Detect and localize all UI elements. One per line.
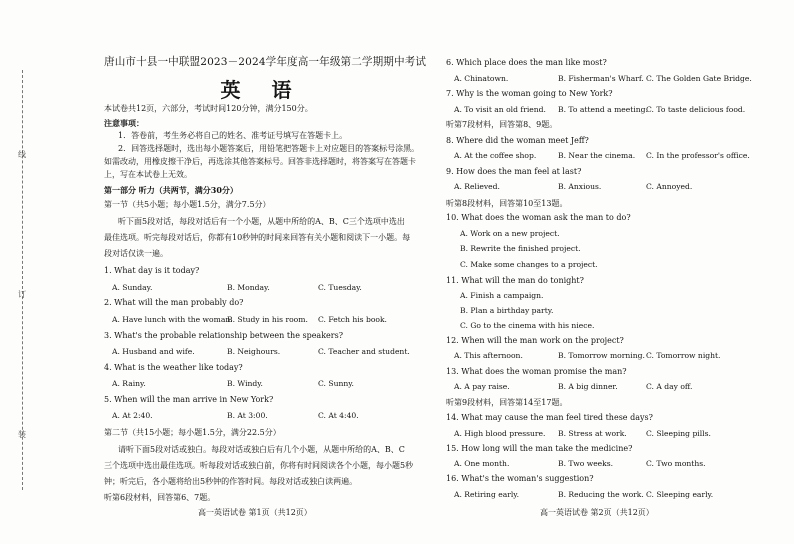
answer-option: B. Anxious.: [558, 182, 602, 191]
answer-option: A. Have lunch with the woman.: [112, 315, 233, 324]
question-text: 9. How does the man feel at last?: [446, 167, 582, 176]
answer-option: C. At 4:40.: [318, 411, 359, 420]
instruction-line: 听下面5段对话，每段对话后有一个小题，从题中所给的A、B、C三个选项中选出: [118, 217, 405, 226]
part-heading: 第一部分 听力（共两节，满分30分）: [104, 185, 238, 195]
answer-option: A. Chinatown.: [454, 74, 509, 83]
instruction-line: 钟；听完后，各小题将给出5秒钟的作答时间。每段对话或独白读两遍。: [104, 477, 358, 486]
note-line: 2．回答选择题时，选出每小题答案后，用铅笔把答题卡上对应题目的答案标号涂黑。: [118, 144, 420, 153]
question-text: 8. Where did the woman meet Jeff?: [446, 136, 589, 145]
answer-option: B. Rewrite the finished project.: [460, 244, 581, 253]
material-line: 听第6段材料，回答第6、7题。: [104, 493, 216, 502]
question-text: 12. When will the man work on the project?: [446, 336, 624, 345]
exam-meta: 本试卷共12页，六部分，考试时间120分钟，满分150分。: [104, 104, 313, 113]
instruction-line: 最佳选项。听完每段对话后，你都有10秒钟的时间来回答有关小题和阅读下一小题。每: [104, 233, 411, 242]
question-text: 听第9段材料，回答第14至17题。: [446, 398, 568, 407]
answer-option: A. At the coffee shop.: [454, 151, 537, 160]
answer-option: C. Annoyed.: [646, 182, 693, 191]
question-text: 16. What's the woman's suggestion?: [446, 474, 594, 483]
answer-option: B. Reducing the work.: [558, 490, 644, 499]
answer-option: C. A day off.: [646, 382, 693, 391]
note-line: 上，写在本试卷上无效。: [104, 170, 192, 179]
question-text: 7. Why is the woman going to New York?: [446, 89, 613, 98]
question-text: 15. How long will the man take the medicine?: [446, 444, 633, 453]
question-text: 4. What is the weather like today?: [104, 363, 243, 372]
answer-option: B. Study in his room.: [227, 315, 308, 324]
answer-option: B. A big dinner.: [558, 382, 618, 391]
answer-option: B. To attend a meeting.: [558, 105, 648, 114]
answer-option: C. Go to the cinema with his niece.: [460, 321, 595, 330]
subject-title: 英 语: [220, 78, 304, 102]
answer-option: B. At 3:00.: [227, 411, 268, 420]
question-text: 13. What does the woman promise the man?: [446, 367, 627, 376]
page-footer: 高一英语试卷 第1页（共12页）: [198, 508, 312, 517]
answer-option: B. Tomorrow morning.: [558, 351, 645, 360]
question-text: 5. When will the man arrive in New York?: [104, 395, 274, 404]
answer-option: A. One month.: [454, 459, 510, 468]
answer-option: A. Rainy.: [112, 379, 146, 388]
answer-option: C. Sleeping early.: [646, 490, 714, 499]
answer-option: B. Windy.: [227, 379, 263, 388]
answer-option: B. Monday.: [227, 283, 270, 292]
binding-mark: 线: [18, 150, 26, 159]
answer-option: A. Sunday.: [112, 283, 153, 292]
answer-option: C. Fetch his book.: [318, 315, 387, 324]
notes-heading: 注意事项：: [104, 118, 144, 128]
question-text: 3. What's the probable relationship between the speakers?: [104, 331, 344, 340]
note-line: 如需改动，用橡皮擦干净后，再选涂其他答案标号。回答非选择题时，将答案写在答题卡: [104, 157, 416, 166]
answer-option: B. Neighours.: [227, 347, 281, 356]
section-heading: 第二节（共15小题；每小题1.5分，满分22.5分）: [104, 428, 281, 437]
question-text: 14. What may cause the man feel tired these days?: [446, 413, 653, 422]
answer-option: A. To visit an old friend.: [454, 105, 546, 114]
answer-option: C. Teacher and student.: [318, 347, 410, 356]
answer-option: C. The Golden Gate Bridge.: [646, 74, 752, 83]
question-text: 听第8段材料，回答第10至13题。: [446, 199, 568, 208]
answer-option: C. Two months.: [646, 459, 706, 468]
exam-title: 唐山市十县一中联盟2023－2024学年度高一年级第二学期期中考试: [104, 56, 427, 68]
question-text: 1. What day is it today?: [104, 266, 200, 275]
question-text: 6. Which place does the man like most?: [446, 58, 607, 67]
answer-option: C. Sleeping pills.: [646, 429, 711, 438]
answer-option: B. Two weeks.: [558, 459, 614, 468]
answer-option: A. This afternoon.: [454, 351, 523, 360]
question-text: 听第7段材料，回答第8、9题。: [446, 120, 558, 129]
question-text: 10. What does the woman ask the man to do?: [446, 213, 631, 222]
question-text: 2. What will the man probably do?: [104, 298, 244, 307]
binding-margin: [6, 0, 32, 544]
answer-option: A. Relieved.: [454, 182, 500, 191]
answer-option: A. Retiring early.: [454, 490, 520, 499]
instruction-line: 三个选项中选出最佳选项。听每段对话或独白前，你将有时间阅读各个小题，每小题5秒: [104, 461, 414, 470]
answer-option: B. Fisherman's Wharf.: [558, 74, 644, 83]
answer-option: C. In the professor's office.: [646, 151, 750, 160]
page-footer: 高一英语试卷 第2页（共12页）: [540, 508, 654, 517]
answer-option: A. At 2:40.: [112, 411, 153, 420]
answer-option: C. To taste delicious food.: [646, 105, 746, 114]
binding-dashed-line: [22, 70, 23, 490]
answer-option: B. Plan a birthday party.: [460, 306, 554, 315]
answer-option: C. Tomorrow night.: [646, 351, 721, 360]
note-line: 1．答卷前，考生务必将自己的姓名、准考证号填写在答题卡上。: [118, 131, 348, 140]
answer-option: C. Tuesday.: [318, 283, 362, 292]
answer-option: A. A pay raise.: [454, 382, 510, 391]
answer-option: A. Husband and wife.: [112, 347, 195, 356]
answer-option: A. Finish a campaign.: [460, 291, 544, 300]
instruction-line: 段对话仅读一遍。: [104, 249, 168, 258]
answer-option: C. Make some changes to a project.: [460, 260, 598, 269]
answer-option: A. Work on a new project.: [460, 229, 560, 238]
answer-option: C. Sunny.: [318, 379, 354, 388]
question-text: 11. What will the man do tonight?: [446, 276, 584, 285]
section-heading: 第一节（共5小题；每小题1.5分，满分7.5分）: [104, 200, 271, 209]
binding-mark: 订: [18, 290, 26, 299]
answer-option: A. High blood pressure.: [454, 429, 546, 438]
binding-mark: 装: [18, 430, 26, 439]
instruction-line: 请听下面5段对话或独白。每段对话或独白后有几个小题，从题中所给的A、B、C: [118, 445, 405, 454]
answer-option: B. Near the cinema.: [558, 151, 636, 160]
answer-option: B. Stress at work.: [558, 429, 627, 438]
